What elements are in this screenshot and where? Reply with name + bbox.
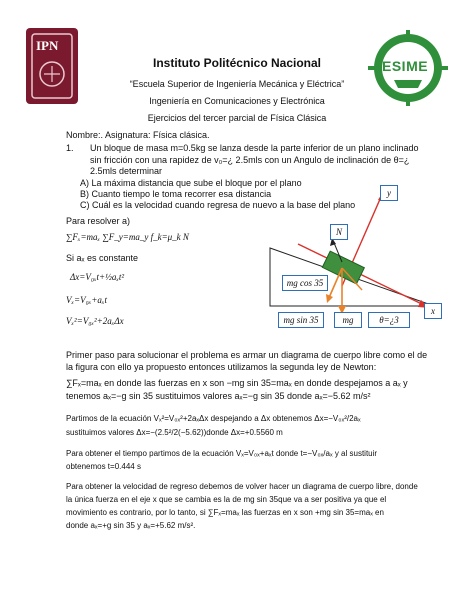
- label-mgcos-box: mg cos 35: [282, 275, 328, 291]
- p4-line-4: donde aₓ=+g sin 35 y aₓ=+5.62 m/s².: [66, 521, 196, 530]
- exam-title: Ejercicios del tercer parcial de Física Clásica: [147, 113, 327, 123]
- problem-item-b: B) Cuanto tiempo le toma recorrer esa distancia: [80, 189, 272, 199]
- label-mg-box: mg: [334, 312, 362, 328]
- equation-velocity: Vₓ=V₀ₓ+aₓt: [66, 295, 107, 305]
- problem-line-1: Un bloque de masa m=0.5kg se lanza desde la parte inferior de un plano inclinado: [90, 143, 419, 153]
- student-line: Nombre:. Asignatura: Física clásica.: [66, 130, 210, 140]
- p3-line-1: Para obtener el tiempo partimos de la ecuación Vₓ=V₀ₓ+aₓt donde t=−V₀ₓ/aₓ y al sustituir: [66, 449, 378, 458]
- p3-line-2: obtenemos t=0.444 s: [66, 462, 141, 471]
- school-name: “Escuela Superior de Ingeniería Mecánica y Eléctrica”: [129, 79, 345, 89]
- equation-displacement: Δx=V₀ₓt+½aₓt²: [70, 272, 125, 282]
- p4-line-3: movimiento es contrario, por lo tanto, si ∑Fₓ=maₓ las fuerzas en x son +mg sin 35=maₓ en: [66, 508, 384, 517]
- p2-line-1: Partimos de la ecuación Vₓ²=V₀ₓ²+2aₓΔx despejando a Δx obtenemos Δx=−V₀ₓ²/2aₓ: [66, 414, 361, 423]
- label-x-box: x: [424, 303, 442, 319]
- equation-velocity-squared: Vₓ²=V₀ₓ²+2aₓΔx: [66, 316, 124, 326]
- problem-item-c: C) Cuál es la velocidad cuando regresa de nuevo a la base del plano: [80, 200, 356, 210]
- label-y-box: y: [380, 185, 398, 201]
- p4-line-1: Para obtener la velocidad de regreso debemos de volver hacer un diagrama de cuerpo libre, donde: [66, 482, 418, 491]
- solution-label: Para resolver a): [66, 216, 131, 226]
- p2-line-2: sustituimos valores Δx=−(2.5²/2(−5.62))donde Δx=+0.5560 m: [66, 428, 283, 437]
- p1-line-1: Primer paso para solucionar el problema es armar un diagrama de cuerpo libre como el de: [66, 350, 428, 360]
- label-mgsin-box: mg sin 35: [278, 312, 324, 328]
- p4-line-2: la única fuerza en el eje x que se cambia es la de mg sin 35que va a ser positiva ya que el: [66, 495, 387, 504]
- esime-logo-text: ESIME: [382, 58, 429, 74]
- problem-line-2: sin fricción con una rapidez de v₀=¿ 2.5mls con un Angulo de inclinación de θ=¿: [90, 155, 410, 165]
- p1-line-3: ∑Fₓ=maₓ en donde las fuerzas en x son −mg sin 35=maₓ en donde despejamos a aₓ y: [66, 378, 408, 388]
- problem-number: 1.: [66, 143, 74, 153]
- p1-line-4: tenemos aₓ=−g sin 35 sustituimos valores aₓ=−g sin 35 donde aₓ=−5.62 m/s²: [66, 391, 371, 401]
- career-name: Ingeniería en Comunicaciones y Electrónica: [149, 96, 325, 106]
- constant-note: Si aₓ es constante: [66, 253, 138, 263]
- ipn-logo-text: IPN: [36, 38, 59, 53]
- equation-newton: ∑Fₓ=maₓ ∑F_y=ma_y f_k=μ_k N: [66, 232, 189, 242]
- label-theta-box: θ=¿3: [368, 312, 410, 328]
- problem-line-3: 2.5mls determinar: [90, 166, 163, 176]
- institution-title: Instituto Politécnico Nacional: [152, 56, 322, 70]
- label-n-box: N: [330, 224, 348, 240]
- p1-line-2: la figura con ello ya propuesto entonces utilizamos la segunda ley de Newton:: [66, 362, 377, 372]
- block: [322, 251, 364, 284]
- problem-item-a: A) La máxima distancia que sube el bloque por el plano: [80, 178, 302, 188]
